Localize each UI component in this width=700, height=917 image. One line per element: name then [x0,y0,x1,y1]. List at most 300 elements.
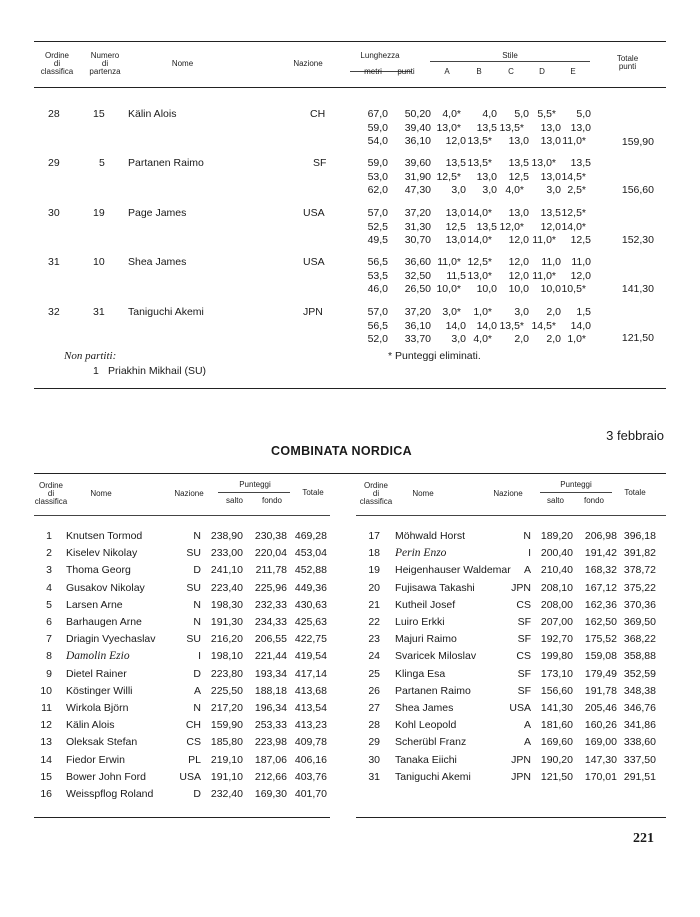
athlete-name: Thoma Georg [66,564,131,577]
nation: SF [313,157,327,169]
jump-c: 12,0 [508,269,529,282]
athlete-name: Kohl Leopold [395,719,457,732]
fondo: 187,06 [254,753,287,766]
jump-e: 12,5* [561,207,586,219]
athlete-name: Partanen Raimo [128,157,204,169]
event-title: COMBINATA NORDICA [271,444,412,458]
athlete-name: Heigenhauser Waldemar [395,564,511,577]
total: 141,30 [621,283,654,295]
fondo: 223,98 [254,736,287,749]
header-ordine: Ordine di classifica [359,481,393,506]
combinata-row [0,685,700,702]
athlete-name: Majuri Raimo [395,633,457,646]
combinata-row [0,633,700,650]
fondo: 234,33 [254,616,287,628]
salto: 217,20 [210,702,243,714]
total: 152,30 [621,234,654,246]
header-e: E [570,67,576,76]
rank: 6 [46,616,52,628]
totale: 291,51 [623,770,656,783]
header-punteggi: Punteggi [560,480,592,489]
rank: 29 [368,736,380,749]
salto: 241,10 [210,564,243,577]
jump-c: 13,5 [508,157,529,169]
rank: 22 [368,616,380,628]
jump-c: 12,0 [508,256,529,268]
jump-punti: 39,40 [404,121,431,134]
jump-d: 12,0 [540,220,561,233]
athlete-name: Partanen Raimo [395,684,471,697]
salto: 185,80 [210,736,243,749]
rank: 3 [46,564,52,577]
totale: 469,28 [294,530,327,542]
jump-a: 14,0 [445,319,466,332]
salto: 233,00 [210,547,243,560]
salto: 225,50 [210,684,243,697]
jump-a: 4,0* [442,108,461,120]
totale: 348,38 [623,684,656,697]
rank: 23 [368,633,380,646]
totale: 413,23 [294,719,327,732]
rank: 24 [368,650,380,663]
jump-a: 3,0 [451,184,466,196]
fondo: 220,04 [254,547,287,560]
nation: A [523,719,531,732]
salto: 208,10 [540,581,573,594]
jump-a: 12,5 [445,220,466,233]
fondo: 169,30 [254,788,287,800]
jump-b: 12,5* [467,256,492,268]
nation: I [528,547,531,560]
fondo: 211,78 [255,564,287,577]
nation: SF [517,684,531,697]
header-nome: Nome [412,489,434,498]
header-nome: Nome [171,59,194,68]
rank: 29 [48,157,60,169]
athlete-name: Oleksak Stefan [66,736,138,749]
jump-c: 12,5 [508,170,529,183]
fondo: 206,98 [584,530,617,542]
rank: 13 [40,736,52,749]
stile-rule [430,61,590,62]
totale: 352,59 [623,667,656,680]
top-rule [34,41,666,42]
jump-punti: 36,10 [404,135,431,147]
rank: 20 [368,581,380,594]
jump-metri: 59,0 [367,157,388,169]
rank: 30 [48,207,60,219]
jump-punti: 36,10 [404,319,431,332]
totale: 452,88 [294,564,327,577]
salto: 181,60 [540,719,573,732]
totale: 401,70 [294,788,327,800]
rank: 21 [368,598,380,611]
jump-punti: 31,90 [404,170,431,183]
bib: 10 [93,256,105,268]
jump-a: 11,0* [437,256,461,268]
totale: 425,63 [294,616,327,628]
event-date: 3 febbraio [606,428,664,443]
header-totale: Totale [302,488,324,497]
nation: A [523,564,531,577]
nation: JPN [511,770,531,783]
nation: JPN [303,306,323,318]
non-partiti-label: Non partiti: [64,350,117,362]
athlete-name: Damolin Ezio [66,650,130,663]
totale: 419,54 [294,650,327,663]
header-totale: Totale punti [616,54,639,71]
athlete-name: Scherübl Franz [395,736,467,749]
jump-e: 13,5 [570,157,591,169]
jump-metri: 54,0 [367,135,388,147]
jump-d: 14,5* [531,319,556,332]
bib: 31 [93,306,105,318]
fondo: 175,52 [584,633,617,646]
non-partiti-name: Priakhin Mikhail (SU) [108,365,207,377]
nation: D [193,564,201,577]
totale: 449,36 [294,581,327,594]
totale: 341,86 [623,719,656,732]
fondo: 196,34 [254,702,287,714]
salto: 210,40 [540,564,573,577]
totale: 422,75 [294,633,327,646]
combinata-row [0,547,700,564]
jump-c: 13,5* [499,319,524,332]
nation: JPN [511,753,531,766]
salto: 190,20 [540,753,573,766]
totale: 370,36 [623,598,656,611]
jump-d: 10,0 [540,283,561,295]
salto: 189,20 [540,530,573,542]
athlete-name: Fiedor Erwin [66,753,125,766]
header-fondo: fondo [583,496,605,505]
jump-b: 10,0 [476,283,497,295]
jump-a: 12,5* [436,170,461,183]
punteggi-rule [218,492,290,493]
jump-e: 13,0 [570,121,591,134]
rank: 16 [40,788,52,800]
athlete-name: Taniguchi Akemi [128,306,204,318]
rank: 2 [46,547,52,560]
combinata-row [0,771,700,788]
fondo: 191,42 [584,547,617,560]
jump-c: 4,0* [505,184,524,196]
fondo: 232,33 [254,598,287,611]
jump-b: 14,0 [476,319,497,332]
athlete-name: Perin Enzo [395,547,447,560]
totale: 413,54 [294,702,327,714]
salto: 156,60 [540,684,573,697]
nation: PL [188,753,201,766]
fondo: 168,32 [584,564,617,577]
rank: 26 [368,684,380,697]
totale: 391,82 [623,547,656,560]
athlete-name: Kälin Alois [66,719,115,732]
nation: D [193,788,201,800]
jump-metri: 49,5 [367,234,388,246]
fondo: 162,36 [584,598,617,611]
jump-d: 13,5 [540,207,561,219]
jump-metri: 52,0 [367,333,388,345]
rank: 11 [41,702,52,714]
jump-b: 4,0* [473,333,492,345]
jump-a: 3,0 [451,333,466,345]
header-stile: Stile [502,51,518,60]
salto: 199,80 [540,650,573,663]
header-salto: salto [226,496,243,505]
athlete-name: Page James [128,207,187,219]
jump-e: 11,0* [562,135,586,147]
nation: CS [186,736,201,749]
athlete-name: Driagin Vyechaslav [66,633,156,646]
jump-e: 14,0 [570,319,591,332]
jump-metri: 46,0 [367,283,388,295]
salto: 173,10 [540,667,573,680]
nation: CS [516,650,531,663]
jump-metri: 57,0 [367,306,388,318]
combinata-row [0,702,700,719]
jump-e: 1,0* [567,333,586,345]
totale: 346,76 [623,702,656,714]
jump-b: 13,5* [467,157,492,169]
salto: 238,90 [210,530,243,542]
jump-e: 14,5* [561,170,586,183]
nation: CS [516,598,531,611]
header-nazione: Nazione [293,59,323,68]
athlete-name: Shea James [128,256,187,268]
header-salto: salto [547,496,564,505]
fondo: 225,96 [254,581,287,594]
athlete-name: Bower John Ford [66,770,146,783]
salto: 216,20 [210,633,243,646]
jump-d: 2,0 [546,306,561,318]
fondo: 159,08 [584,650,617,663]
jump-a: 13,0 [445,207,466,219]
fondo: 191,78 [584,684,617,697]
salto: 208,00 [540,598,573,611]
salto: 159,90 [210,719,243,732]
fondo: 193,34 [254,667,287,680]
totale: 396,18 [623,530,656,542]
jump-c: 12,0 [508,234,529,246]
fondo: 188,18 [254,684,287,697]
right-bottom-rule [356,817,666,818]
jump-e: 1,5 [576,306,591,318]
header-metri: metri [364,67,382,76]
totale: 413,68 [294,684,327,697]
combinata-row [0,668,700,685]
totale: 406,16 [294,753,327,766]
combinata-row [0,719,700,736]
nation: N [193,702,201,714]
rank: 27 [368,702,380,714]
rank: 31 [368,770,380,783]
rank: 14 [40,753,52,766]
header-nazione: Nazione [174,489,204,498]
rank: 31 [48,256,60,268]
salto: 192,70 [540,633,573,646]
jump-d: 13,0 [540,170,561,183]
jump-a: 10,0* [436,283,461,295]
jump-c: 13,5* [499,121,524,134]
nation: USA [303,207,325,219]
header-numero: Numero di partenza [89,51,121,76]
header-punti: punti [397,67,415,76]
jump-punti: 47,30 [404,184,431,196]
salto: 223,80 [210,667,243,680]
total: 121,50 [621,332,654,344]
fondo: 206,55 [254,633,287,646]
fondo: 167,12 [584,581,617,594]
salto: 200,40 [540,547,573,560]
jump-d: 13,0* [531,157,556,169]
totale: 369,50 [623,616,656,628]
jump-a: 13,0* [436,121,461,134]
fondo: 221,44 [254,650,287,663]
nation: CH [185,719,201,732]
jump-metri: 52,5 [367,220,388,233]
jump-e: 10,5* [561,283,586,295]
jump-a: 13,0 [445,234,466,246]
totale: 378,72 [623,564,656,577]
rank: 7 [46,633,52,646]
jump-b: 4,0 [482,108,497,120]
jump-d: 3,0 [546,184,561,196]
athlete-name: Gusakov Nikolay [66,581,145,594]
header-ordine: Ordine di classifica [40,51,74,76]
jump-d: 11,0 [541,256,561,268]
header-lunghezza: Lunghezza [360,51,400,60]
page-number: 221 [633,831,654,846]
jump-punti: 33,70 [404,333,431,345]
footnote: * Punteggi eliminati. [388,350,481,362]
athlete-name: Kutheil Josef [395,598,456,611]
fondo: 205,46 [584,702,617,714]
fondo: 230,38 [254,530,287,542]
combinata-row [0,599,700,616]
combinata-row [0,788,700,805]
salto: 198,10 [210,650,243,663]
fondo: 160,26 [584,719,617,732]
athlete-name: Köstinger Willi [66,684,133,697]
jump-b: 13,5 [476,220,497,233]
athlete-name: Kälin Alois [128,108,177,120]
bib: 5 [99,157,105,169]
combinata-row [0,754,700,771]
combinata-row [0,616,700,633]
fondo: 162,50 [584,616,617,628]
rank: 28 [48,108,60,120]
jump-punti: 37,20 [404,306,431,318]
jump-e: 5,0 [576,108,591,120]
header-ordine: Ordine di classifica [34,481,68,506]
nation: SU [186,633,201,646]
jump-punti: 26,50 [404,283,431,295]
athlete-name: Knutsen Tormod [66,530,143,542]
athlete-name: Wirkola Björn [66,702,129,714]
jump-metri: 67,0 [367,108,388,120]
fondo: 179,49 [584,667,617,680]
nation: A [193,684,201,697]
jump-d: 13,0 [540,121,561,134]
jump-a: 12,0 [445,135,466,147]
athlete-name: Fujisawa Takashi [395,581,475,594]
rank: 5 [46,598,52,611]
totale: 417,14 [294,667,327,680]
athlete-name: Luiro Erkki [395,616,445,628]
jump-metri: 53,5 [367,269,388,282]
fondo: 147,30 [584,753,617,766]
jump-punti: 50,20 [404,108,431,120]
nation: USA [509,702,531,714]
nation: SF [517,633,531,646]
jump-c: 5,0 [514,108,529,120]
totale: 368,22 [623,633,656,646]
totale: 409,78 [294,736,327,749]
rank: 30 [368,753,380,766]
totale: 430,63 [294,598,327,611]
left-bottom-rule [34,817,330,818]
salto: 141,30 [540,702,573,714]
athlete-name: Svaricek Miloslav [395,650,477,663]
salto: 219,10 [210,753,243,766]
nation: USA [179,770,201,783]
nation: JPN [511,581,531,594]
salto: 232,40 [210,788,243,800]
jump-d: 11,0* [532,269,556,282]
header-c: C [508,67,514,76]
athlete-name: Barhaugen Arne [66,616,142,628]
athlete-name: Tanaka Eiichi [395,753,457,766]
jump-metri: 56,5 [367,256,388,268]
salto: 191,30 [210,616,243,628]
non-partiti-bib: 1 [93,365,99,377]
bib: 15 [93,108,105,120]
header-fondo: fondo [261,496,283,505]
salto: 169,60 [540,736,573,749]
totale: 338,60 [623,736,656,749]
rank: 8 [46,650,52,663]
fondo: 170,01 [584,770,617,783]
jump-c: 3,0 [514,306,529,318]
top-table-bottom-rule [34,388,666,389]
punteggi-rule [540,492,612,493]
jump-a: 11,5 [446,269,466,282]
jump-b: 3,0 [482,184,497,196]
nation: N [193,616,201,628]
left-header-rule [34,515,330,516]
header-nazione: Nazione [493,489,523,498]
athlete-name: Möhwald Horst [395,530,466,542]
jump-c: 12,0* [499,220,524,233]
jump-e: 12,5 [570,234,591,246]
jump-punti: 36,60 [404,256,431,268]
jump-b: 13,5 [476,121,497,134]
header-a: A [444,67,450,76]
rank: 12 [40,719,52,732]
jump-e: 14,0* [561,220,586,233]
jump-e: 2,5* [567,184,586,196]
nation: N [193,530,201,542]
jump-b: 13,5* [467,135,492,147]
fondo: 212,66 [254,770,287,783]
nation: I [198,650,201,663]
jump-d: 13,0 [540,135,561,147]
nation: SF [517,616,531,628]
totale: 403,76 [294,770,327,783]
combinata-row [0,650,700,667]
jump-e: 12,0 [570,269,591,282]
